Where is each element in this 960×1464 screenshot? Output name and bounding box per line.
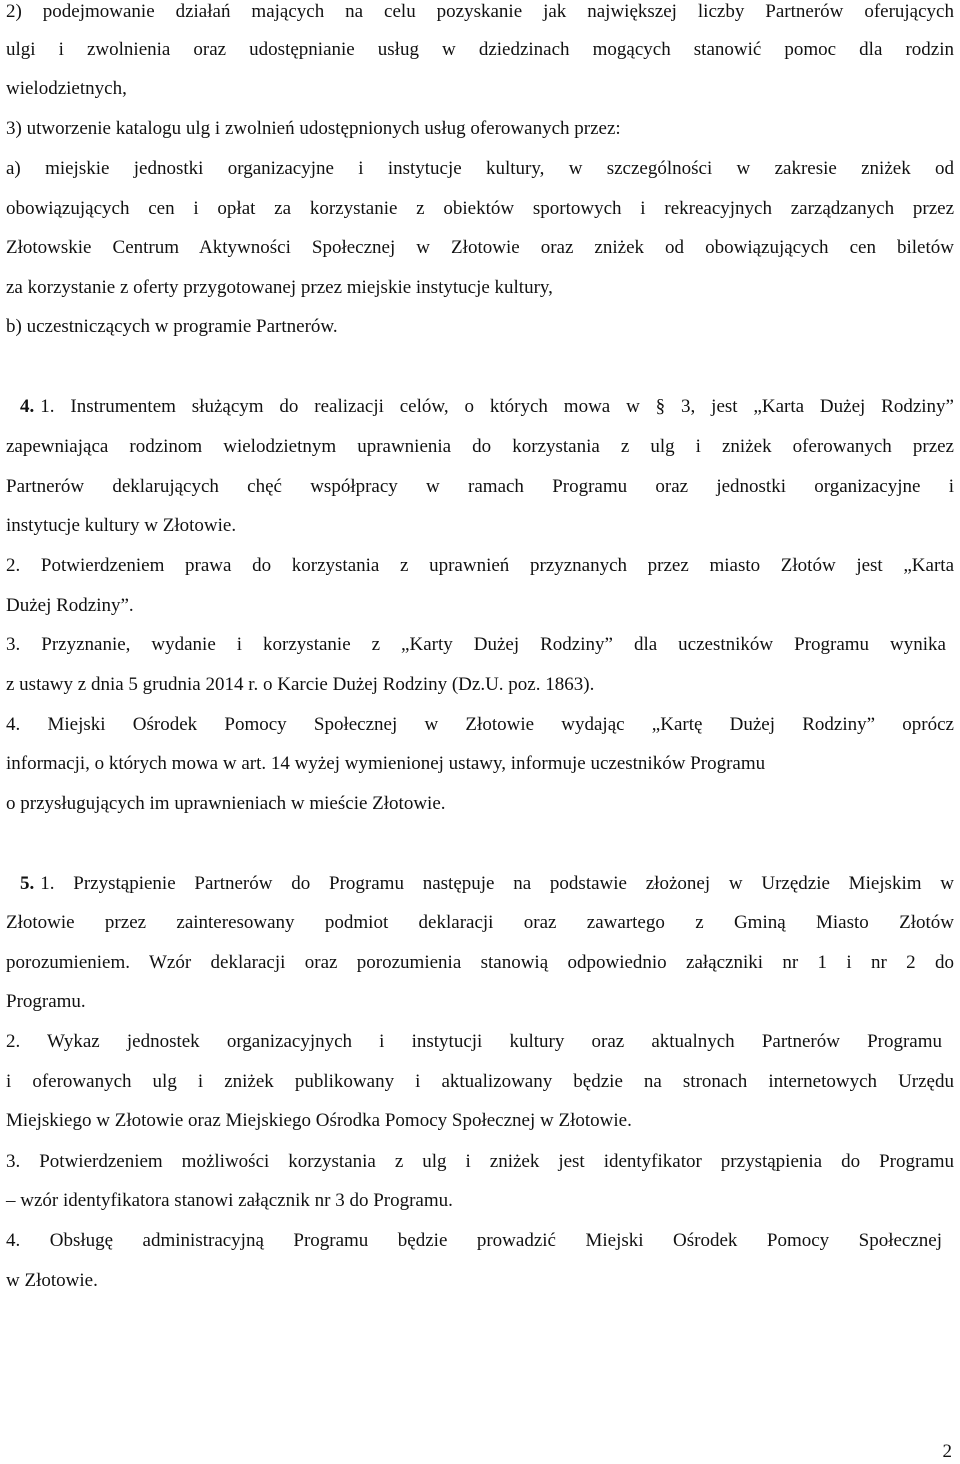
text-line: za korzystanie z oferty przygotowanej przez miejskie instytucje kultury, bbox=[6, 277, 553, 298]
text-line: 1. Instrumentem służącym do realizacji celów, o których mowa w § 3, jest „Karta Dużej Rodziny” bbox=[40, 396, 954, 417]
text-line: 3) utworzenie katalogu ulg i zwolnień udostępnionych usług oferowanych przez: bbox=[6, 118, 621, 139]
section-number: 4. bbox=[20, 396, 35, 417]
text-line: 2. Wykaz jednostek organizacyjnych i instytucji kultury oraz aktualnych Partnerów Programu bbox=[6, 1031, 942, 1052]
text-line: b) uczestniczących w programie Partnerów. bbox=[6, 316, 338, 337]
section-4-first-line bbox=[6, 396, 954, 418]
text-line: 3. Przyznanie, wydanie i korzystanie z „Karty Dużej Rodziny” dla uczestników Programu wynika bbox=[6, 634, 946, 655]
text-line: ulgi i zwolnienia oraz udostępnianie usług w dziedzinach mogących stanowić pomoc dla rodzin bbox=[6, 39, 954, 60]
text-line: porozumieniem. Wzór deklaracji oraz porozumienia stanowią odpowiednio załączniki nr 1 i nr 2 do bbox=[6, 952, 954, 973]
text-line: 4. Obsługę administracyjną Programu będzie prowadzić Miejski Ośrodek Pomocy Społecznej bbox=[6, 1230, 942, 1251]
text-line: Złotowie przez zainteresowany podmiot deklaracji oraz zawartego z Gminą Miasto Złotów bbox=[6, 912, 954, 933]
text-line: i oferowanych ulg i zniżek publikowany i aktualizowany będzie na stronach internetowych Urzędu bbox=[6, 1071, 954, 1092]
text-line: Złotowskie Centrum Aktywności Społecznej w Złotowie oraz zniżek od obowiązujących cen biletów bbox=[6, 237, 954, 258]
text-line: a) miejskie jednostki organizacyjne i instytucje kultury, w szczególności w zakresie zniżek od bbox=[6, 158, 954, 179]
text-line: 1. Przystąpienie Partnerów do Programu następuje na podstawie złożonej w Urzędzie Miejskim w bbox=[40, 873, 954, 894]
text-line: Miejskiego w Złotowie oraz Miejskiego Ośrodka Pomocy Społecznej w Złotowie. bbox=[6, 1110, 632, 1131]
text-line: w Złotowie. bbox=[6, 1270, 98, 1291]
page-number: 2 bbox=[942, 1441, 952, 1462]
text-line: obowiązujących cen i opłat za korzystanie z obiektów sportowych i rekreacyjnych zarządzanych przez bbox=[6, 198, 954, 219]
text-line: – wzór identyfikatora stanowi załącznik nr 3 do Programu. bbox=[6, 1190, 453, 1211]
text-line: Programu. bbox=[6, 991, 86, 1012]
text-line: 4. Miejski Ośrodek Pomocy Społecznej w Złotowie wydając „Kartę Dużej Rodziny” oprócz bbox=[6, 714, 954, 735]
text-line: informacji, o których mowa w art. 14 wyżej wymienionej ustawy, informuje uczestników Programu bbox=[6, 753, 766, 774]
text-line: instytucje kultury w Złotowie. bbox=[6, 515, 237, 536]
text-line: 2. Potwierdzeniem prawa do korzystania z uprawnień przyznanych przez miasto Złotów jest „Karta bbox=[6, 555, 954, 576]
text-line: 3. Potwierdzeniem możliwości korzystania z ulg i zniżek jest identyfikator przystąpienia do Programu bbox=[6, 1151, 954, 1172]
section-5-first-line bbox=[6, 873, 954, 895]
text-line: Dużej Rodziny”. bbox=[6, 595, 134, 616]
text-line: wielodzietnych, bbox=[6, 78, 127, 99]
section-number: 5. bbox=[20, 873, 35, 894]
text-line: Partnerów deklarujących chęć współpracy w ramach Programu oraz jednostki organizacyjne i bbox=[6, 476, 954, 497]
text-line: o przysługujących im uprawnieniach w mieście Złotowie. bbox=[6, 793, 446, 814]
text-line: 2) podejmowanie działań mających na celu pozyskanie jak największej liczby Partnerów oferujących bbox=[6, 1, 954, 22]
text-line: z ustawy z dnia 5 grudnia 2014 r. o Karcie Dużej Rodziny (Dz.U. poz. 1863). bbox=[6, 674, 595, 695]
text-line: zapewniająca rodzinom wielodzietnym uprawnienia do korzystania z ulg i zniżek oferowanych przez bbox=[6, 436, 954, 457]
